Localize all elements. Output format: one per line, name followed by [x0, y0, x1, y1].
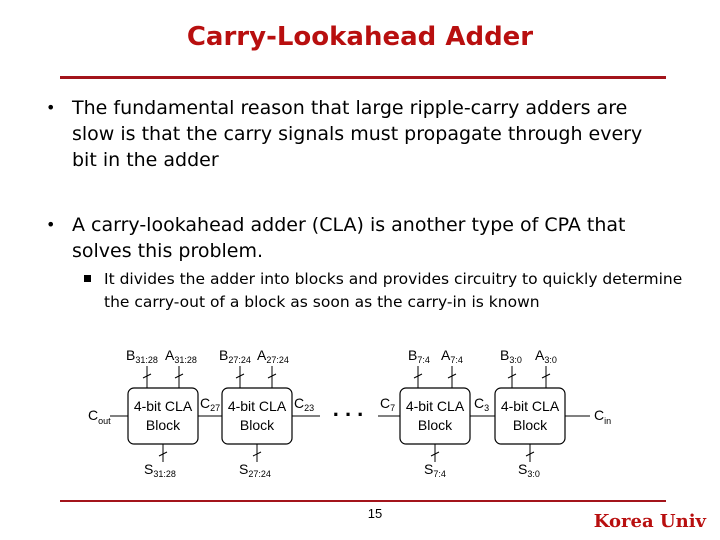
block-1-s-label: $S_{31:28}$ — [144, 461, 176, 479]
bullet-1-text: The fundamental reason that large ripple-carry adders are slow is that the carry signals must propagate through every bit in the adder — [72, 97, 643, 171]
c27-label: $C_{27}$ — [200, 395, 221, 413]
block-1-line2: Block — [145, 417, 181, 433]
block-3-b-label: $B_{7:4}$ — [408, 347, 430, 365]
c7-label: $C_7$ — [380, 395, 396, 413]
bullet-dot: • — [46, 98, 56, 117]
cla-block-27-24 — [219, 347, 292, 479]
block-1-b-label: $B_{31:28}$ — [126, 347, 158, 365]
block-2-s-label: $S_{27:24}$ — [239, 461, 271, 479]
title-divider — [60, 76, 666, 79]
block-4-s-label: $S_{3:0}$ — [518, 461, 540, 479]
block-3-line1: 4-bit CLA — [405, 398, 465, 414]
block-2-line1: 4-bit CLA — [227, 398, 287, 414]
block-1-line1: 4-bit CLA — [133, 398, 193, 414]
block-4-a-label: $A_{3:0}$ — [535, 347, 557, 365]
block-4-line1: 4-bit CLA — [500, 398, 560, 414]
block-4-b-label: $B_{3:0}$ — [500, 347, 522, 365]
bullet-dot: • — [46, 215, 56, 234]
c3-label: $C_3$ — [474, 395, 490, 413]
cout-label: $C_{out}$ — [88, 407, 111, 426]
page-number: 15 — [367, 506, 383, 521]
block-2-a-label: $A_{27:24}$ — [257, 347, 289, 365]
block-4-line2: Block — [512, 417, 548, 433]
block-2-line2: Block — [239, 417, 275, 433]
slide-title: Carry-Lookahead Adder — [186, 22, 534, 52]
bullet-2-text: A carry-lookahead adder (CLA) is another type of CPA that solves this problem. — [72, 214, 626, 262]
cla-block-3-0 — [495, 347, 565, 479]
block-3-s-label: $S_{7:4}$ — [424, 461, 446, 479]
sub-bullet-square — [84, 275, 91, 282]
sub-bullet-1-text: It divides the adder into blocks and provides circuitry to quickly determine the carry-out of a block as soon as the carry-in is known — [104, 270, 683, 311]
block-2-b-label: $B_{27:24}$ — [219, 347, 251, 365]
block-1-a-label: $A_{31:28}$ — [165, 347, 197, 365]
block-3-line2: Block — [417, 417, 453, 433]
cla-block-7-4 — [400, 347, 470, 479]
c23-label: $C_{23}$ — [294, 395, 315, 413]
cin-label: $C_{in}$ — [594, 407, 612, 426]
cla-block-31-28 — [126, 347, 198, 479]
ellipsis: . . . — [332, 396, 364, 421]
block-3-a-label: $A_{7:4}$ — [441, 347, 463, 365]
cla-diagram-svg — [80, 338, 640, 488]
brand-label: Korea Univ — [593, 511, 706, 532]
footer-divider — [60, 500, 666, 502]
cla-block-diagram — [80, 338, 640, 492]
